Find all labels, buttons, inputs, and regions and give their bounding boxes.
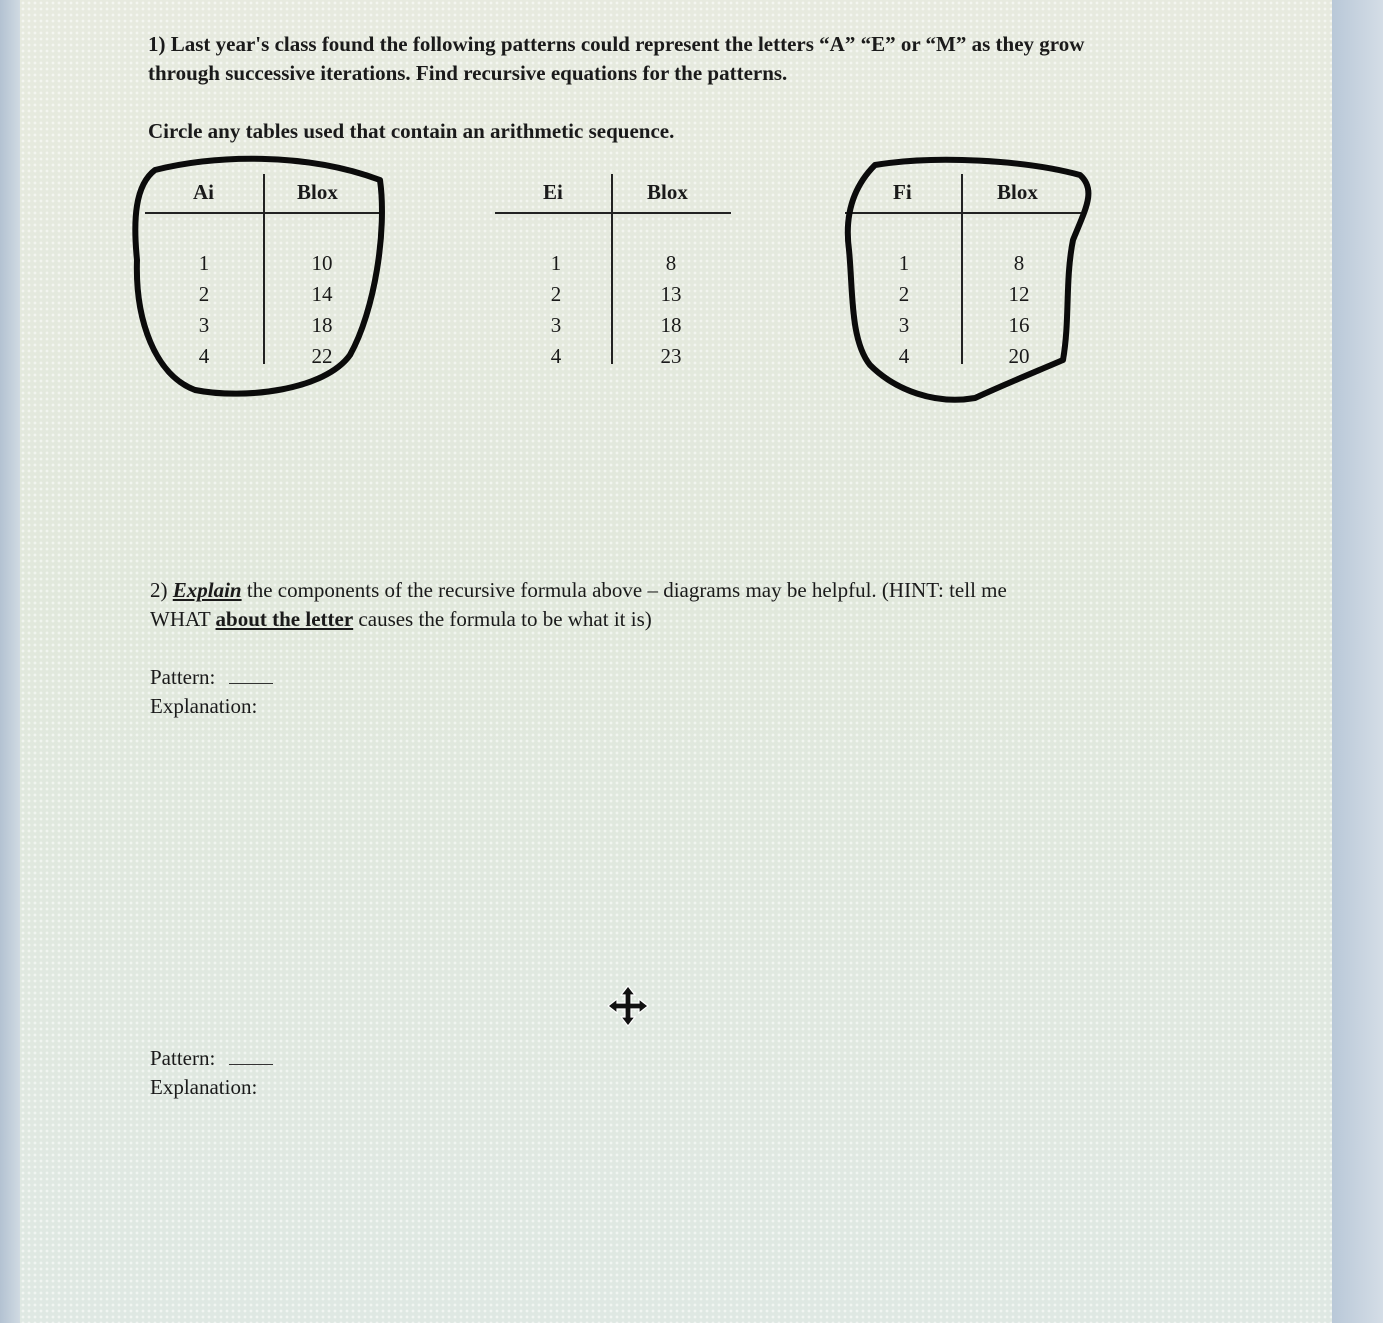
table-f-col1-header: Fi [893,180,912,204]
table-cell: 16 [1008,313,1030,337]
question-2-line-2-end: causes the formula to be what it is) [353,607,652,631]
question-1-line-2: through successive iterations. Find recursive equations for the patterns. [148,61,788,85]
explanation-label: Explanation: [150,694,258,718]
left-background-edge [0,0,20,1323]
explanation-label: Explanation: [150,1075,258,1099]
right-background-edge [1332,0,1383,1323]
question-2-line-2-start: WHAT [150,607,216,631]
table-cell: 8 [665,251,677,275]
table-a-col2 [300,248,344,372]
explain-word: Explain [172,578,242,602]
table-e-col2-header: Blox [647,180,688,204]
table-cell: 2 [198,282,210,306]
pattern-label: Pattern: [150,1046,216,1070]
table-cell: 12 [1008,282,1030,306]
table-cell: 18 [311,313,333,337]
question-2 [150,576,1007,634]
table-cell: 3 [198,313,210,337]
question-2-prefix: 2) [150,578,173,602]
question-2-line-1-rest: the components of the recursive formula above – diagrams may be helpful. (HINT: tell me [241,578,1007,602]
table-f [845,170,1085,370]
pattern-blank[interactable] [229,665,273,684]
table-f-col2 [997,248,1041,372]
table-cell: 4 [550,344,562,368]
table-cell: 3 [550,313,562,337]
move-cursor-icon [606,984,650,1028]
pattern-field-2[interactable] [150,1044,273,1073]
about-the-letter: about the letter [215,607,354,631]
question-1-line-1: 1) Last year's class found the following patterns could represent the letters “A” “E” or “M” as they grow [148,32,1085,56]
table-cell: 10 [311,251,333,275]
table-cell: 2 [898,282,910,306]
table-a-col2-header: Blox [297,180,338,204]
table-cell: 4 [898,344,910,368]
table-e-header-rule [495,212,731,214]
table-a-header [145,180,385,214]
table-a [145,170,385,370]
table-a-column-rule [263,174,265,364]
table-e-col1 [541,248,571,372]
table-f-header-rule [845,212,1081,214]
table-cell: 4 [198,344,210,368]
table-cell: 1 [898,251,910,275]
table-cell: 13 [660,282,682,306]
circle-instruction: Circle any tables used that contain an arithmetic sequence. [148,119,675,143]
table-cell: 2 [550,282,562,306]
question-1 [148,30,1084,88]
table-e-column-rule [611,174,613,364]
table-e-col2 [649,248,693,372]
question-2-line-1 [150,576,1007,605]
table-cell: 1 [550,251,562,275]
table-cell: 22 [311,344,333,368]
table-cell: 23 [660,344,682,368]
table-e-col1-header: Ei [543,180,563,204]
pattern-field-1[interactable] [150,663,273,692]
table-cell: 3 [898,313,910,337]
table-a-col1-header: Ai [193,180,214,204]
table-a-col1 [189,248,219,372]
question-2-line-2 [150,605,1007,634]
table-cell: 1 [198,251,210,275]
table-f-header [845,180,1085,214]
table-cell: 20 [1008,344,1030,368]
pattern-label: Pattern: [150,665,216,689]
answer-block-1 [150,663,273,721]
table-cell: 14 [311,282,333,306]
answer-block-2 [150,1044,273,1102]
table-cell: 18 [660,313,682,337]
table-e [495,170,735,370]
table-f-col2-header: Blox [997,180,1038,204]
table-e-header [495,180,735,214]
table-f-col1 [889,248,919,372]
pattern-blank[interactable] [229,1046,273,1065]
table-f-column-rule [961,174,963,364]
table-cell: 8 [1013,251,1025,275]
